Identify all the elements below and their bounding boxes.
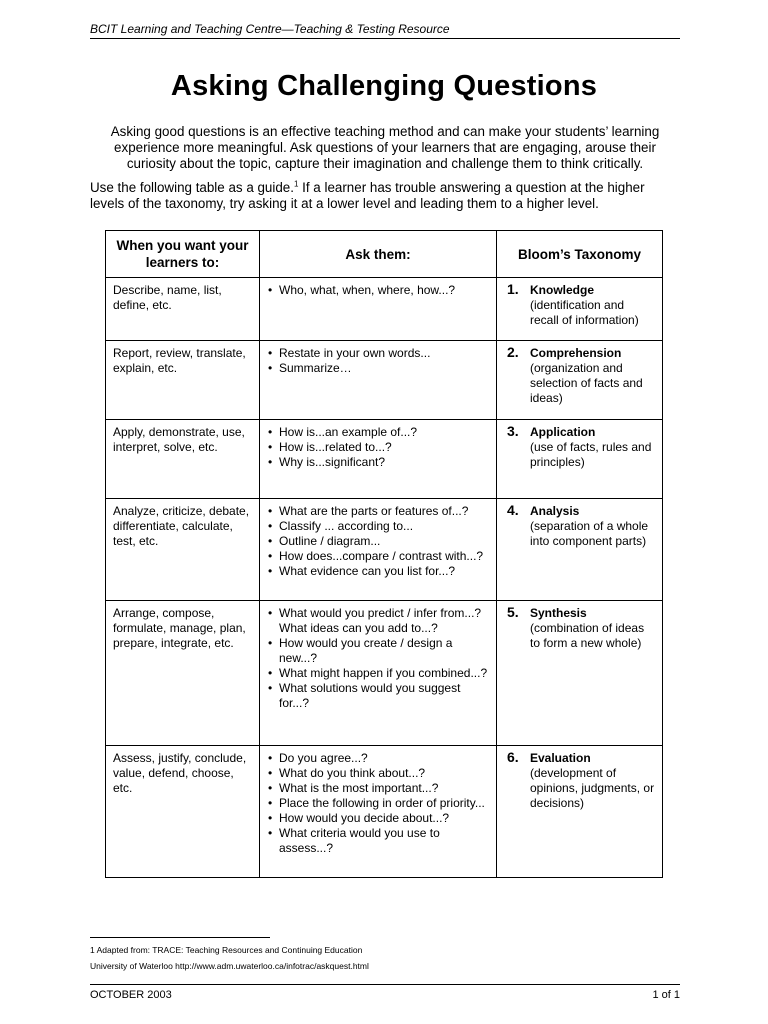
footnote-divider bbox=[90, 937, 270, 938]
ask-item: • Classify ... according to... bbox=[267, 519, 489, 534]
table-header-row bbox=[106, 231, 663, 278]
ask-cell bbox=[260, 420, 497, 499]
table-row bbox=[106, 420, 663, 499]
taxonomy-number: 5. bbox=[507, 604, 519, 620]
ask-item: • How does...compare / contrast with...? bbox=[267, 549, 489, 564]
header-taxonomy: Bloom’s Taxonomy bbox=[497, 231, 663, 278]
taxonomy-level: Comprehension bbox=[530, 346, 622, 360]
taxonomy-number: 2. bbox=[507, 344, 519, 360]
ask-cell bbox=[260, 746, 497, 878]
taxonomy-number: 1. bbox=[507, 281, 519, 297]
taxonomy-level: Application bbox=[530, 425, 596, 439]
taxonomy-cell bbox=[497, 278, 663, 341]
table-row bbox=[106, 278, 663, 341]
taxonomy-description: (identification and recall of information) bbox=[530, 298, 639, 327]
ask-item: • Outline / diagram... bbox=[267, 534, 489, 549]
want-cell: Analyze, criticize, debate, differentiate, calculate, test, etc. bbox=[106, 499, 260, 601]
footnote-line-2: University of Waterloo http://www.adm.uwaterloo.ca/infotrac/askquest.html bbox=[90, 961, 369, 971]
ask-item: • What are the parts or features of...? bbox=[267, 504, 489, 519]
taxonomy-description: (development of opinions, judgments, or decisions) bbox=[530, 766, 655, 810]
taxonomy-entry bbox=[504, 283, 655, 328]
taxonomy-level: Evaluation bbox=[530, 751, 591, 765]
ask-item: • What solutions would you suggest for...? bbox=[267, 681, 489, 711]
taxonomy-cell bbox=[497, 746, 663, 878]
taxonomy-cell bbox=[497, 341, 663, 420]
ask-cell bbox=[260, 601, 497, 746]
taxonomy-entry bbox=[504, 504, 655, 549]
ask-item: • Place the following in order of priority... bbox=[267, 796, 489, 811]
ask-item: • What criteria would you use to assess...? bbox=[267, 826, 489, 856]
taxonomy-cell bbox=[497, 601, 663, 746]
guide-text-before: Use the following table as a guide. bbox=[90, 180, 294, 195]
footer-date: OCTOBER 2003 bbox=[90, 989, 172, 1001]
taxonomy-description: (separation of a whole into component parts) bbox=[530, 519, 649, 548]
ask-item: • What might happen if you combined...? bbox=[267, 666, 489, 681]
ask-item: • How would you decide about...? bbox=[267, 811, 489, 826]
taxonomy-description: (combination of ideas to form a new whole) bbox=[530, 621, 645, 650]
header-want: When you want your learners to: bbox=[106, 231, 260, 278]
taxonomy-entry bbox=[504, 425, 655, 470]
want-cell: Arrange, compose, formulate, manage, plan, prepare, integrate, etc. bbox=[106, 601, 260, 746]
guide-text-after: If a learner has trouble answering a question at the higher levels of the taxonomy, try asking it at a lower level and leading them to a higher level. bbox=[90, 180, 645, 211]
taxonomy-entry bbox=[504, 346, 655, 406]
table-row bbox=[106, 601, 663, 746]
ask-list bbox=[267, 346, 489, 376]
want-cell: Report, review, translate, explain, etc. bbox=[106, 341, 260, 420]
ask-cell bbox=[260, 499, 497, 601]
page-footer bbox=[90, 984, 680, 1001]
ask-item: • Who, what, when, where, how...? bbox=[267, 283, 489, 298]
ask-list bbox=[267, 283, 489, 298]
ask-list bbox=[267, 606, 489, 711]
ask-item: What ideas can you add to...? bbox=[279, 621, 438, 635]
bloom-taxonomy-table bbox=[105, 230, 663, 878]
ask-list bbox=[267, 425, 489, 470]
taxonomy-level: Analysis bbox=[530, 504, 580, 518]
footnote-reference[interactable]: 1 bbox=[293, 179, 299, 189]
ask-item: • Restate in your own words... bbox=[267, 346, 489, 361]
taxonomy-number: 6. bbox=[507, 749, 519, 765]
ask-list bbox=[267, 751, 489, 856]
ask-item: • How is...related to...? bbox=[267, 440, 489, 455]
ask-item: • Why is...significant? bbox=[267, 455, 489, 470]
page-title: Asking Challenging Questions bbox=[170, 70, 598, 102]
taxonomy-level: Knowledge bbox=[530, 283, 595, 297]
ask-cell bbox=[260, 278, 497, 341]
document-header: BCIT Learning and Teaching Centre—Teaching & Testing Resource bbox=[90, 22, 680, 39]
taxonomy-cell bbox=[497, 420, 663, 499]
ask-item: • What is the most important...? bbox=[267, 781, 489, 796]
want-cell: Describe, name, list, define, etc. bbox=[106, 278, 260, 341]
taxonomy-number: 3. bbox=[507, 423, 519, 439]
header-ask: Ask them: bbox=[260, 231, 497, 278]
want-cell: Assess, justify, conclude, value, defend, choose, etc. bbox=[106, 746, 260, 878]
taxonomy-description: (use of facts, rules and principles) bbox=[530, 440, 652, 469]
taxonomy-level: Synthesis bbox=[530, 606, 587, 620]
page-number: 1 of 1 bbox=[652, 989, 680, 1001]
taxonomy-entry bbox=[504, 606, 655, 651]
taxonomy-cell bbox=[497, 499, 663, 601]
table-row bbox=[106, 341, 663, 420]
ask-item: • Summarize… bbox=[267, 361, 489, 376]
want-cell: Apply, demonstrate, use, interpret, solve, etc. bbox=[106, 420, 260, 499]
ask-item: • How would you create / design a new...? bbox=[267, 636, 489, 666]
ask-item: • What evidence can you list for...? bbox=[267, 564, 489, 579]
ask-list bbox=[267, 504, 489, 579]
ask-item: • How is...an example of...? bbox=[267, 425, 489, 440]
taxonomy-entry bbox=[504, 751, 655, 811]
guide-paragraph bbox=[90, 180, 680, 212]
ask-item: • What do you think about...? bbox=[267, 766, 489, 781]
footnote-line-1: 1 Adapted from: TRACE: Teaching Resources and Continuing Education bbox=[90, 945, 363, 955]
table-row bbox=[106, 746, 663, 878]
table-row bbox=[106, 499, 663, 601]
taxonomy-description: (organization and selection of facts and ideas) bbox=[530, 361, 643, 405]
ask-item: • Do you agree...? bbox=[267, 751, 489, 766]
footnote bbox=[90, 942, 369, 974]
intro-paragraph: Asking good questions is an effective teaching method and can make your students’ learning experience more meaningful. Ask questions of your learners that are engaging, arouse their curiosity about the topic, capture their imagination and challenge them to think critically. bbox=[110, 124, 660, 171]
ask-cell bbox=[260, 341, 497, 420]
ask-item: • What would you predict / infer from...? bbox=[267, 606, 489, 621]
taxonomy-number: 4. bbox=[507, 502, 519, 518]
